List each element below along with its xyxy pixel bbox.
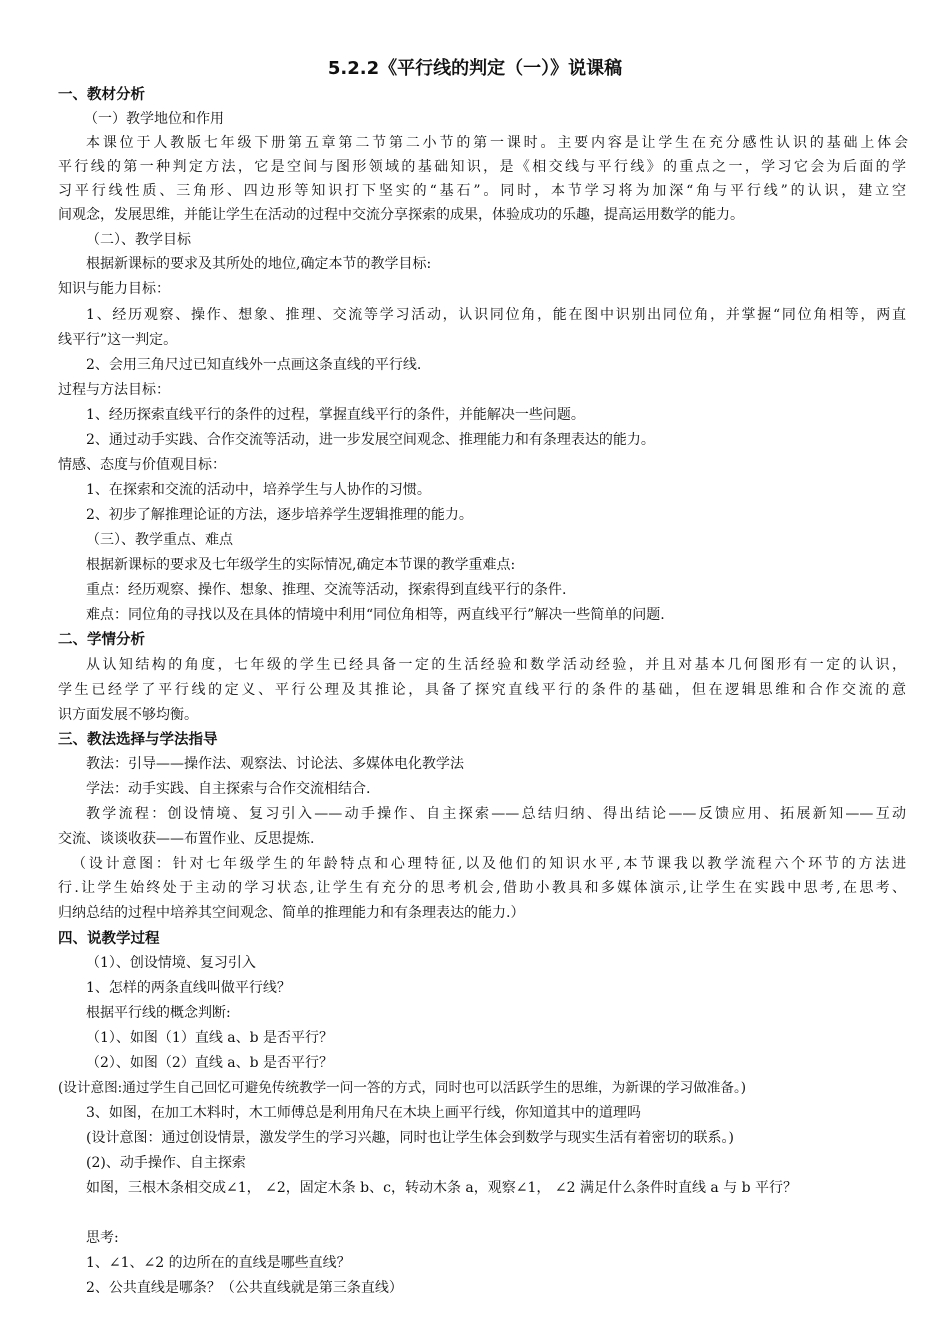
- subheading-step-2: (2)、动手操作、自主探索: [86, 1155, 246, 1171]
- paragraph-line: 教法：引导——操作法、观察法、讨论法、多媒体电化教学法: [86, 756, 464, 772]
- paragraph-line: 识方面发展不够均衡。: [58, 707, 198, 723]
- paragraph-line: 交流、谈谈收获——布置作业、反思提炼.: [58, 831, 315, 847]
- subheading-key-points: （三）、教学重点、难点: [86, 532, 233, 548]
- paragraph-line: 根据平行线的概念判断:: [86, 1005, 231, 1021]
- heading-learner-analysis: 二、学情分析: [58, 632, 145, 648]
- objective-label-knowledge: 知识与能力目标：: [58, 281, 170, 297]
- subheading-step-1: （1）、创设情境、复习引入: [86, 955, 256, 971]
- paragraph-line: 1、∠1、∠2 的边所在的直线是哪些直线？: [86, 1255, 351, 1271]
- paragraph-line: 平行线的第一种判定方法，它是空间与图形领域的基础知识，是《相交线与平行线》的重点之一，学习它会为后面的学: [58, 159, 906, 175]
- paragraph-line: 1、经历观察、操作、想象、推理、交流等学习活动，认识同位角，能在图中识别出同位角，并掌握“同位角相等，两直: [86, 307, 906, 323]
- paragraph-line: 难点：同位角的寻找以及在具体的情境中利用“同位角相等，两直线平行”解决一些简单的问题.: [86, 607, 665, 623]
- paragraph-line: 本课位于人教版七年级下册第五章第二节第二小节的第一课时。主要内容是让学生在充分感性认识的基础上体会: [86, 135, 908, 151]
- paragraph-line: 学生已经学了平行线的定义、平行公理及其推论，具备了探究直线平行的条件的基础，但在逻辑思维和合作交流的意: [58, 682, 906, 698]
- paragraph-line: 2、通过动手实践、合作交流等活动，进一步发展空间观念、推理能力和有条理表达的能力。: [86, 432, 655, 448]
- paragraph-line: 思考:: [86, 1230, 119, 1246]
- paragraph-line: 线平行”这一判定。: [58, 332, 178, 348]
- paragraph-line: 3、如图，在加工木料时，木工师傅总是利用角尺在木块上画平行线，你知道其中的道理吗: [86, 1105, 641, 1121]
- paragraph-line: 根据新课标的要求及七年级学生的实际情况,确定本节课的教学重难点:: [86, 557, 516, 573]
- paragraph-line: 1、在探索和交流的活动中，培养学生与人协作的习惯。: [86, 482, 431, 498]
- heading-methods: 三、教法选择与学法指导: [58, 732, 218, 748]
- heading-textbook-analysis: 一、教材分析: [58, 87, 145, 103]
- paragraph-line: 学法：动手实践、自主探索与合作交流相结合.: [86, 781, 371, 797]
- document-title: 5.2.2《平行线的判定（一）》说课稿: [327, 58, 623, 79]
- paragraph-line: 如图，三根木条相交成∠1， ∠2，固定木条 b、c，转动木条 a，观察∠1， ∠2 满足什么条件时直线 a 与 b 平行？: [86, 1180, 798, 1196]
- heading-teaching-process: 四、说教学过程: [58, 931, 160, 947]
- paragraph-line: （1）、如图（1）直线 a、b 是否平行？: [86, 1030, 334, 1046]
- paragraph-line: 根据新课标的要求及其所处的地位,确定本节的教学目标:: [86, 256, 432, 272]
- paragraph-line: 1、怎样的两条直线叫做平行线？: [86, 980, 291, 996]
- paragraph-line: 间观念，发展思维，并能让学生在活动的过程中交流分享探索的成果，体验成功的乐趣，提高运用数学的能力。: [58, 207, 744, 223]
- objective-label-process: 过程与方法目标：: [58, 382, 170, 398]
- paragraph-line: 习平行线性质、三角形、四边形等知识打下坚实的“基石”。同时，本节学习将为加深“角与平行线”的认识，建立空: [58, 183, 906, 199]
- objective-label-emotion: 情感、态度与价值观目标：: [58, 457, 226, 473]
- paragraph-line: 重点：经历观察、操作、想象、推理、交流等活动，探索得到直线平行的条件.: [86, 582, 567, 598]
- paragraph-line: 归纳总结的过程中培养其空间观念、简单的推理能力和有条理表达的能力.）: [58, 905, 525, 921]
- paragraph-line: 2、公共直线是哪条？（公共直线就是第三条直线）: [86, 1280, 403, 1296]
- paragraph-line: 1、经历探索直线平行的条件的过程，掌握直线平行的条件，并能解决一些问题。: [86, 407, 585, 423]
- paragraph-line: 行.让学生始终处于主动的学习状态,让学生有充分的思考机会,借助小教具和多媒体演示,让学生在实践中思考,在思考、: [58, 880, 906, 896]
- subheading-objectives: （二）、教学目标: [86, 232, 191, 248]
- paragraph-line: （设计意图：针对七年级学生的年龄特点和心理特征,以及他们的知识水平,本节课我以教学流程六个环节的方法进: [72, 856, 906, 872]
- paragraph-line: (设计意图:通过学生自己回忆可避免传统教学一问一答的方式，同时也可以活跃学生的思维，为新课的学习做准备。): [58, 1080, 747, 1096]
- paragraph-line: （2）、如图（2）直线 a、b 是否平行？: [86, 1055, 334, 1071]
- subheading-position: （一）教学地位和作用: [84, 111, 224, 127]
- paragraph-line: 2、会用三角尺过已知直线外一点画这条直线的平行线.: [86, 357, 422, 373]
- paragraph-line: 教学流程：创设情境、复习引入——动手操作、自主探索——总结归纳、得出结论——反馈应用、拓展新知——互动: [86, 806, 906, 822]
- paragraph-line: (设计意图：通过创设情景，激发学生的学习兴趣，同时也让学生体会到数学与现实生活有着密切的联系。): [86, 1130, 734, 1146]
- paragraph-line: 从认知结构的角度，七年级的学生已经具备一定的生活经验和数学活动经验，并且对基本几何图形有一定的认识，: [86, 657, 906, 673]
- paragraph-line: 2、初步了解推理论证的方法，逐步培养学生逻辑推理的能力。: [86, 507, 473, 523]
